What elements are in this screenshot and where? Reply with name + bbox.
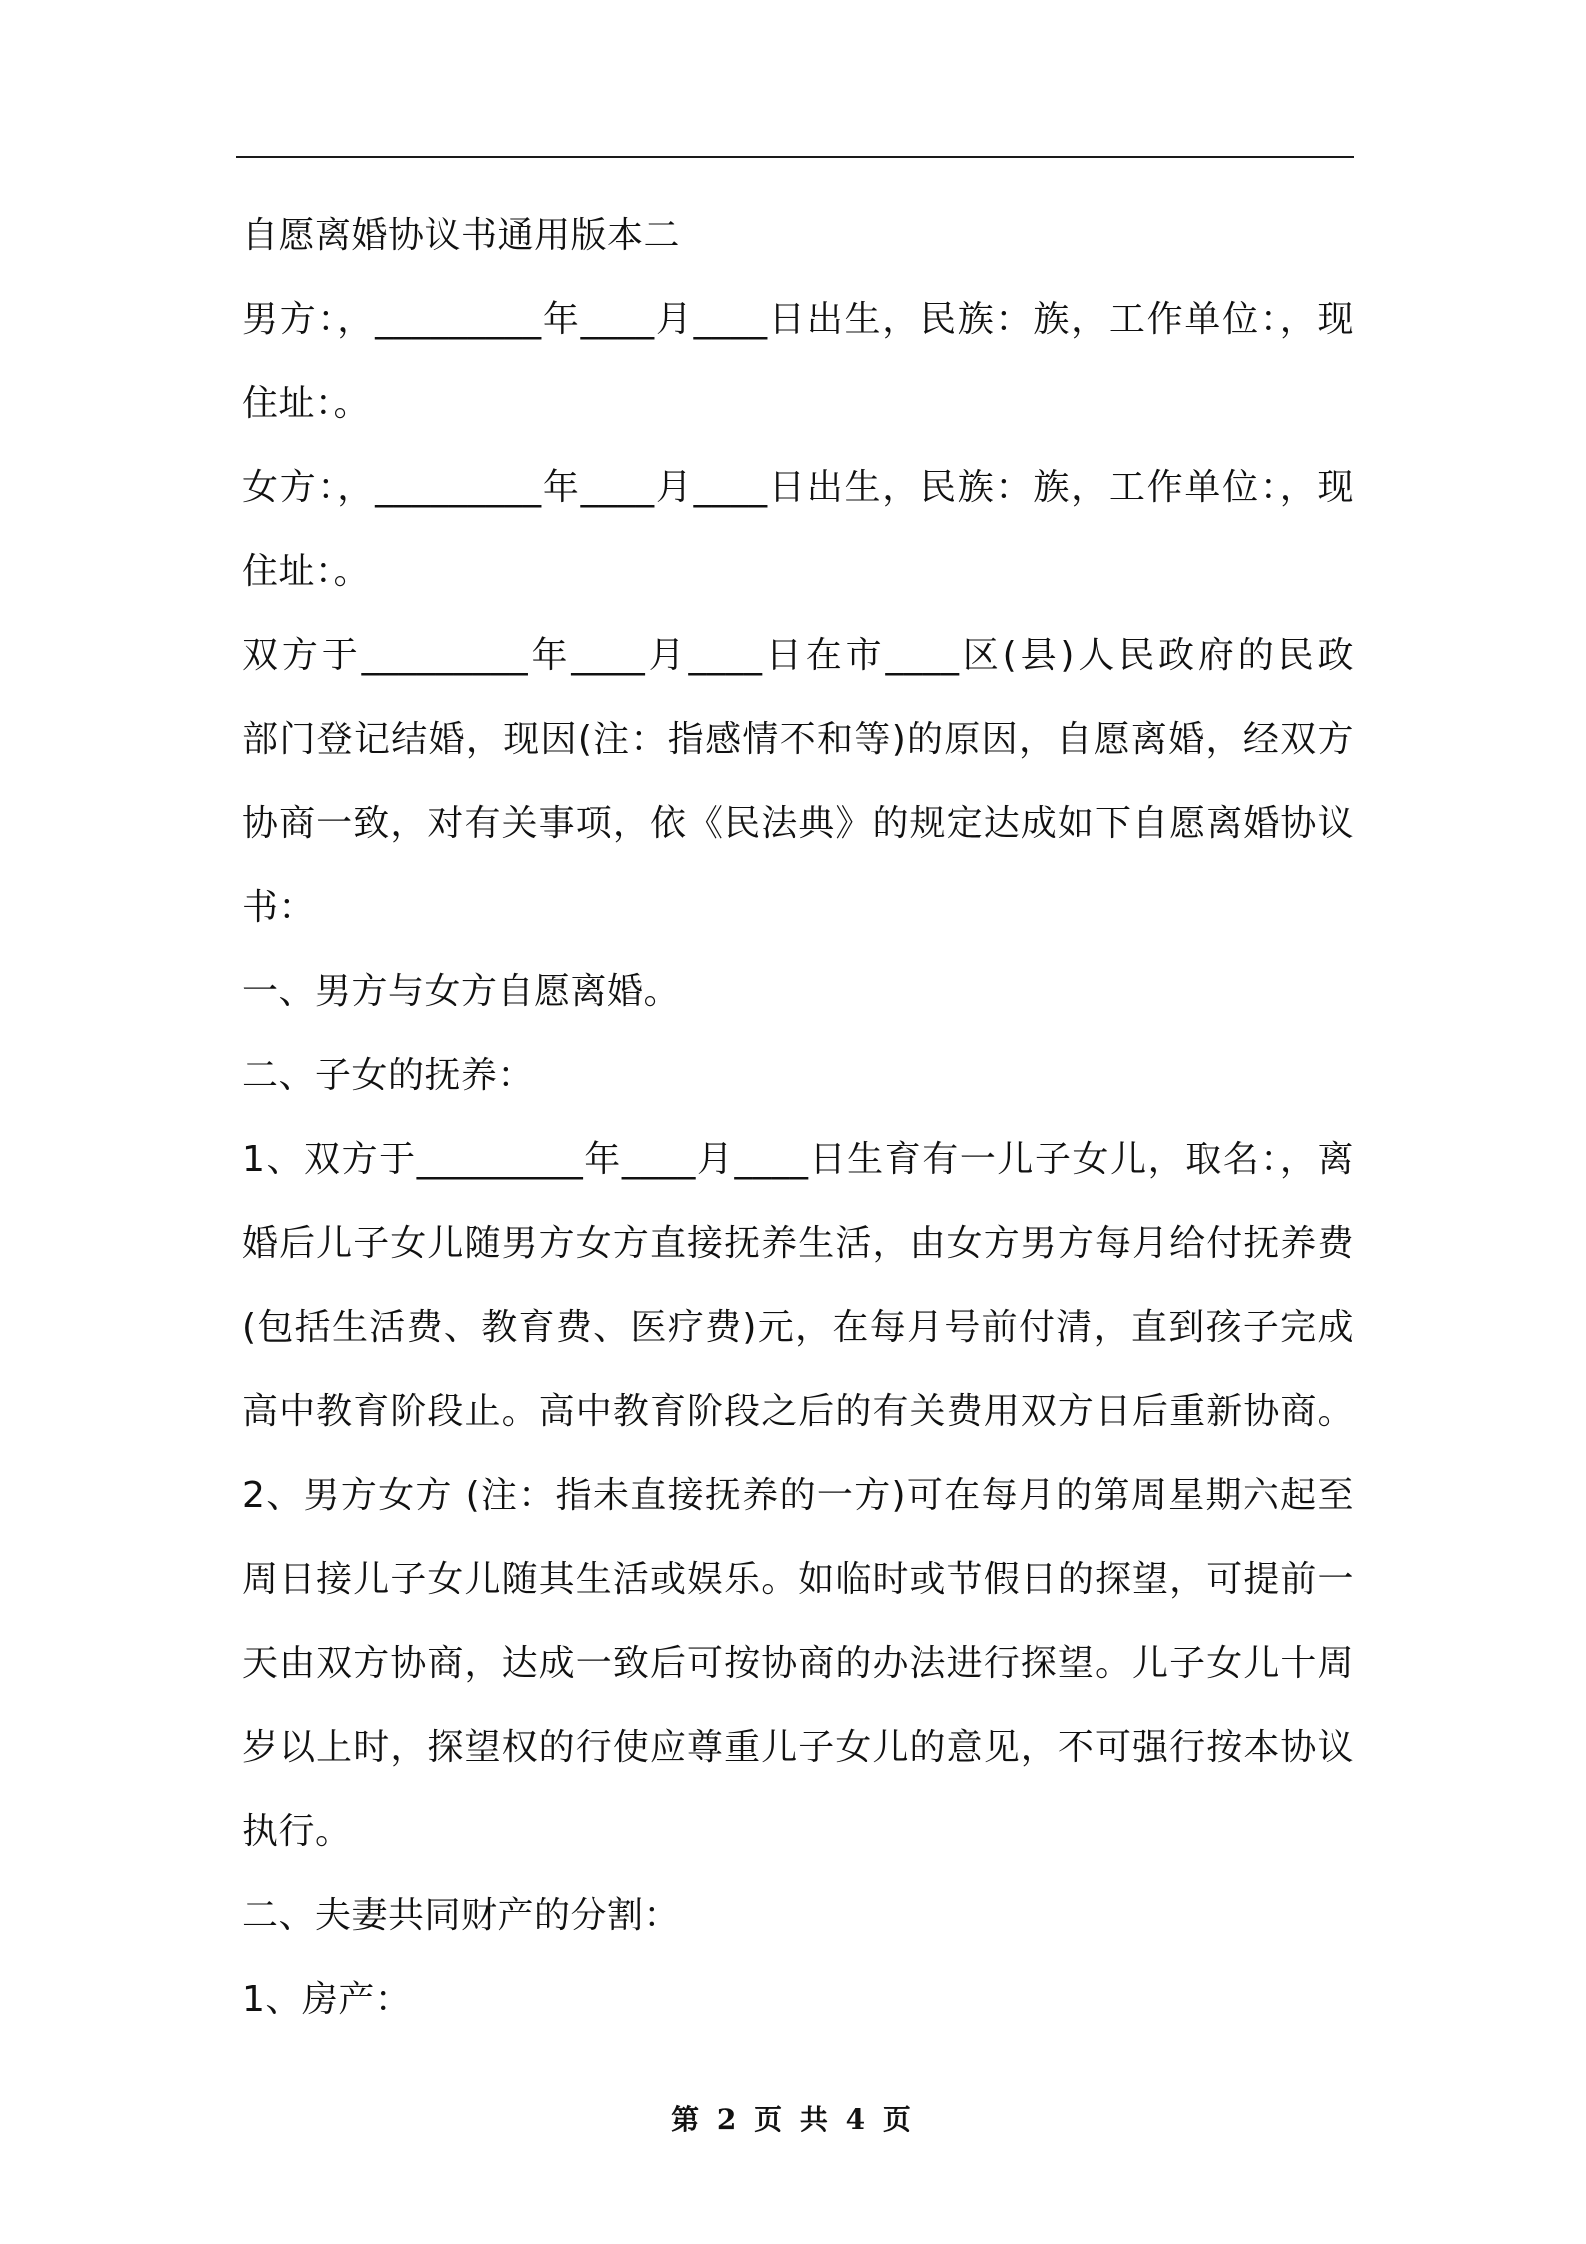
paragraph-line: 婚后儿子女儿随男方女方直接抚养生活，由女方男方每月给付抚养费 <box>242 1223 1354 1264</box>
paragraph-line: 天由双方协商，达成一致后可按协商的办法进行探望。儿子女儿十周 <box>242 1643 1354 1684</box>
paragraph-line: 高中教育阶段止。高中教育阶段之后的有关费用双方日后重新协商。 <box>242 1391 1354 1432</box>
paragraph-line: (包括生活费、教育费、医疗费)元，在每月号前付清，直到孩子完成 <box>242 1307 1354 1348</box>
section-heading: 二、子女的抚养： <box>242 1055 535 1096</box>
paragraph-line: 部门登记结婚，现因(注：指感情不和等)的原因，自愿离婚，经双方 <box>242 719 1354 760</box>
section-heading: 一、男方与女方自愿离婚。 <box>242 971 681 1012</box>
paragraph-line: 执行。 <box>242 1811 352 1852</box>
page-number-footer: 第 2 页 共 4 页 <box>671 2103 915 2136</box>
paragraph-line: 住址：。 <box>242 551 371 592</box>
paragraph-line: 双方于_________年____月____日在市____区(县)人民政府的民政 <box>242 635 1354 676</box>
paragraph-line: 女方：，_________年____月____日出生，民族：族，工作单位：，现 <box>242 467 1354 508</box>
paragraph-line: 协商一致，对有关事项，依《民法典》的规定达成如下自愿离婚协议 <box>242 803 1354 844</box>
paragraph-line: 1、双方于_________年____月____日生育有一儿子女儿，取名：，离 <box>242 1139 1354 1180</box>
paragraph-line: 周日接儿子女儿随其生活或娱乐。如临时或节假日的探望，可提前一 <box>242 1559 1354 1600</box>
document-title: 自愿离婚协议书通用版本二 <box>242 215 681 256</box>
paragraph-line: 住址：。 <box>242 383 371 424</box>
section-heading: 二、夫妻共同财产的分割： <box>242 1895 681 1936</box>
paragraph-line: 男方：，_________年____月____日出生，民族：族，工作单位：，现 <box>242 299 1354 340</box>
paragraph-line: 2、男方女方 (注：指未直接抚养的一方)可在每月的第周星期六起至 <box>242 1475 1354 1516</box>
header-rule <box>236 156 1354 158</box>
paragraph-line: 1、房产： <box>242 1979 412 2020</box>
paragraph-line: 岁以上时，探望权的行使应尊重儿子女儿的意见，不可强行按本协议 <box>242 1727 1354 1768</box>
paragraph-line: 书： <box>242 887 316 928</box>
document-body <box>242 194 1354 2042</box>
